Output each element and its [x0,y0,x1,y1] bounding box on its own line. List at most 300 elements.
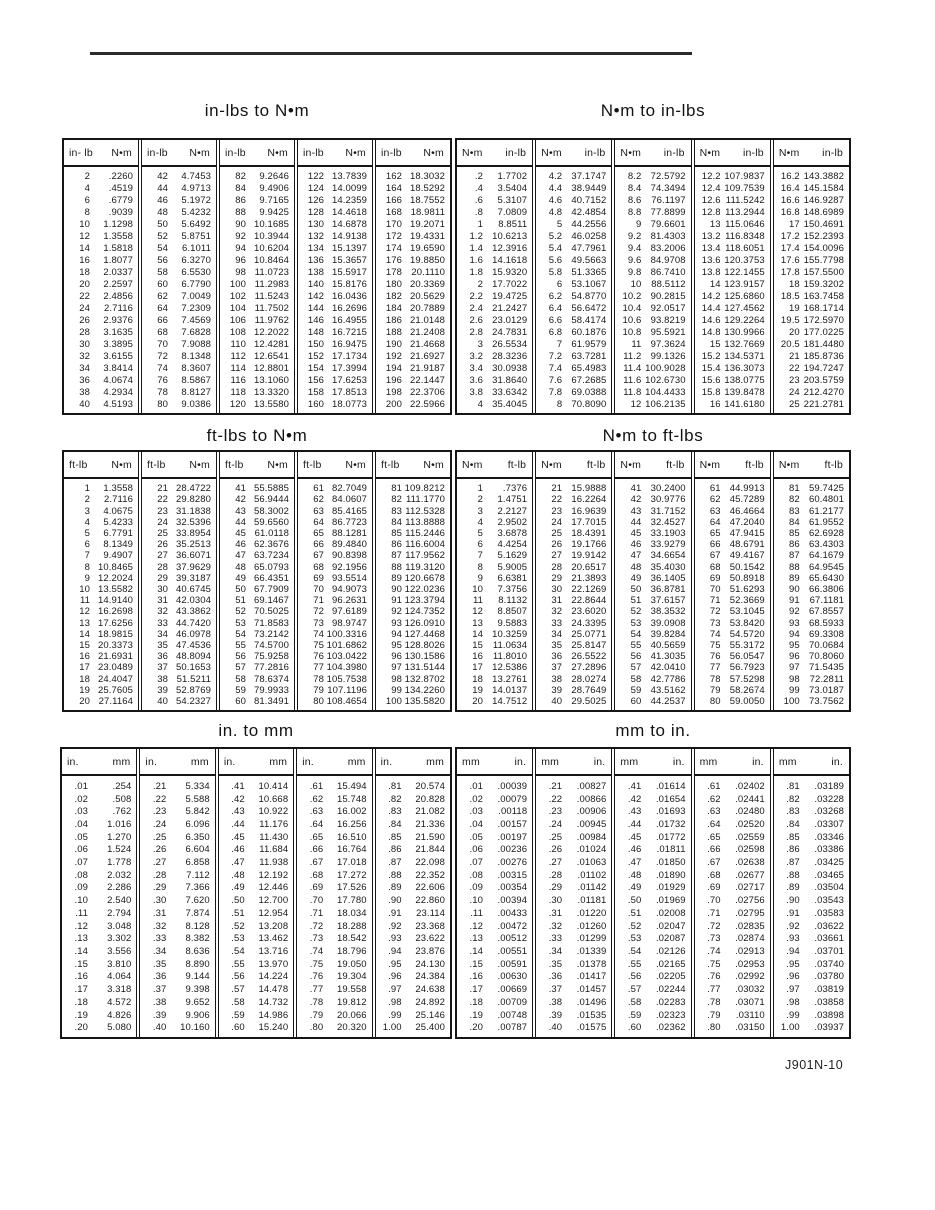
cell-from-value: 24 [789,386,800,398]
cell-from-value: .48 [627,869,642,881]
cell-from-value: 8 [556,398,563,410]
table-row [297,831,371,844]
column-group-header [536,140,611,167]
table-row [220,243,294,255]
table-row [64,195,138,207]
table-row [457,243,532,255]
cell-from-value: 72 [709,606,721,618]
table-row [536,314,611,326]
cell-to-value: .03307 [814,818,845,830]
table-row [695,856,770,869]
cell-from-value: 77 [709,662,721,674]
cell-to-value: 52.8769 [175,684,211,696]
cell-to-value: 9.9425 [259,207,289,219]
cell-to-value: 12.2022 [253,326,289,338]
column-group [457,140,533,413]
table-row [220,291,294,303]
table-row [457,617,532,628]
cell-from-value: 136 [307,255,324,267]
cell-to-value: 46.4664 [729,505,765,517]
cell-to-value: 117.9562 [405,550,445,562]
cell-from-value: 10.8 [622,326,642,338]
cell-to-value: 12.5386 [492,662,528,674]
cell-from-value: .70 [309,895,324,907]
table-row [220,267,294,279]
table-row [297,1021,371,1034]
cell-to-value: 13.3320 [253,386,289,398]
cell-from-value: 1.8 [469,267,483,279]
table-row [536,573,611,584]
table-row [220,279,294,291]
cell-to-value: 27.1164 [98,695,133,707]
cell-from-value: 14 [79,243,90,255]
cell-to-value: 6.3270 [181,255,211,267]
table-row [615,629,690,640]
table-row [457,561,532,572]
table-row [297,907,371,920]
cell-to-value: 7.3756 [497,583,528,595]
cell-to-value: 48.8094 [175,651,211,663]
table-row [615,882,690,895]
cell-to-value: .03504 [814,882,845,894]
column-group-header [297,749,371,776]
table-row [142,291,216,303]
cell-to-value: 17.526 [336,882,367,894]
cell-to-value: 152.2393 [803,231,845,243]
table-row [774,326,849,338]
table-row [62,907,136,920]
cell-to-value: 1.8077 [103,255,133,267]
table-row [695,971,770,984]
cell-to-value: 55.5885 [253,483,289,495]
cell-to-value: 24.4047 [97,673,133,685]
table-row [142,326,216,338]
table-row [376,932,450,945]
cell-from-value: .92 [786,920,800,932]
cell-from-value: .96 [388,971,402,983]
cell-from-value: .12 [469,920,483,932]
cell-to-value: 123.9157 [724,279,765,291]
table-row [695,831,770,844]
table-row [615,685,690,696]
cell-to-value: 157.5500 [803,267,845,279]
cell-from-value: .12 [74,920,88,932]
cell-to-value: 93.8219 [650,314,686,326]
cell-from-value: 45 [630,527,642,539]
cell-to-value: .2260 [108,171,133,183]
cell-to-value: 61.9579 [571,338,607,350]
cell-to-value: 8.8127 [181,386,211,398]
column-group [614,140,691,413]
cell-to-value: 3.1635 [103,326,133,338]
cell-to-value: 65.0793 [253,561,289,573]
cell-from-value: 30 [157,583,168,595]
cell-to-value: 13.1060 [253,374,289,386]
table-row [695,907,770,920]
cell-to-value: 19.4331 [409,231,445,243]
cell-from-value: .31 [152,907,167,919]
cell-to-value: .00394 [497,895,528,907]
cell-from-value: 39 [551,684,563,696]
table-row [457,505,532,516]
cell-from-value: 78 [313,673,324,685]
table-row [774,528,849,539]
cell-from-value: .34 [152,945,167,957]
cell-from-value: 79 [709,684,721,696]
table-row [376,314,450,326]
table-row [376,894,450,907]
cell-from-value: 8.8 [627,207,642,219]
table-row [774,932,849,945]
cell-from-value: 178 [385,267,402,279]
cell-to-value: 5.080 [107,1022,132,1034]
table-row [615,573,690,584]
table-row [695,1009,770,1022]
cell-from-value: 1.4 [469,243,483,255]
cell-to-value: 159.3202 [803,279,845,291]
cell-to-value: .00591 [497,958,528,970]
table-row [536,561,611,572]
cell-to-value: 4.9713 [181,183,211,195]
cell-to-value: 68.5933 [808,617,845,629]
cell-from-value: 5.4 [548,243,563,255]
cell-from-value: 34 [551,628,563,640]
cell-from-value: .56 [231,971,245,983]
cell-from-value: 83 [789,505,800,517]
cell-to-value: 79.9933 [253,684,289,696]
cell-from-value: 11.4 [623,362,642,374]
cell-to-value: 8.1132 [498,595,528,607]
table-row [298,362,372,374]
cell-to-value: 3.318 [107,984,132,996]
table-row [298,505,372,516]
table-row [615,894,690,907]
cell-from-value: .20 [469,1022,483,1034]
cell-from-value: 70 [709,583,721,595]
column-group [219,140,295,413]
cell-from-value: 15.8 [701,386,721,398]
cell-to-value: 21.9187 [409,362,445,374]
table-row [536,398,611,410]
cell-from-value: 2.6 [469,314,483,326]
table-row [62,983,136,996]
table-row [774,856,849,869]
table-row [142,267,216,279]
cell-to-value: 21.336 [415,818,446,830]
cell-to-value: 143.3882 [803,171,845,183]
cell-from-value: 3.2 [469,350,483,362]
cell-to-value: 16.9475 [331,338,367,350]
cell-from-value: 16.8 [780,207,800,219]
cell-from-value: 160 [307,398,324,410]
table-row [615,640,690,651]
cell-to-value: 122.1455 [724,267,765,279]
cell-from-value: 52 [157,231,168,243]
cell-from-value: 25 [157,527,168,539]
cell-from-value: 98 [789,673,800,685]
table-row [774,362,849,374]
table-row [142,195,216,207]
cell-from-value: 12.2 [701,171,721,183]
table-row [774,629,849,640]
cell-from-value: 76 [157,374,168,386]
column-group-header [220,140,294,167]
cell-from-value: 2.4 [469,302,483,314]
column-group-header [219,749,293,776]
cell-from-value: 10 [630,279,642,291]
table-row [457,882,532,895]
cell-to-value: 42.4854 [571,207,607,219]
cell-to-value: 51.3365 [571,267,607,279]
table-row [536,243,611,255]
cell-to-value: 12.700 [258,895,289,907]
table-row [140,932,214,945]
table-row [615,983,690,996]
table-row [297,920,371,933]
cell-from-value: 38 [551,673,563,685]
cell-to-value: 22.860 [415,895,446,907]
table-row [297,894,371,907]
cell-to-value: 21.0148 [409,314,445,326]
cell-from-value: .21 [548,780,563,792]
cell-from-value: .48 [231,869,245,881]
cell-from-value: .42 [231,793,245,805]
table-row [457,326,532,338]
table-row [297,882,371,895]
table-row [376,907,450,920]
cell-from-value: 48 [157,207,168,219]
cell-from-value: 11.2 [623,350,642,362]
cell-to-value: 14.0099 [331,183,367,195]
table-row [457,971,532,984]
cell-from-value: 75 [709,639,721,651]
cell-from-value: 91 [391,595,402,607]
cell-from-value: .46 [627,844,642,856]
cell-to-value: 16.510 [336,831,367,843]
table-row [536,539,611,550]
cell-from-value: 36 [157,651,168,663]
cell-to-value: .02087 [655,933,686,945]
cell-from-value: 92 [235,231,246,243]
cell-to-value: 2.9376 [103,314,133,326]
cell-to-value: 20.6517 [571,561,607,573]
cell-to-value: 33.9279 [650,539,686,551]
table-row [298,219,372,231]
cell-to-value: 27.2896 [571,662,607,674]
cell-to-value: 19.9142 [571,550,607,562]
column-group-header [457,749,532,776]
cell-from-value: 54 [235,628,246,640]
cell-to-value: 36.1405 [650,572,686,584]
table-row [297,1009,371,1022]
cell-to-value: 21.6927 [409,350,445,362]
column-group [773,749,849,1037]
cell-from-value: .26 [548,844,563,856]
cell-from-value: .97 [388,984,402,996]
table-row [457,805,532,818]
cell-to-value: 47.4536 [175,639,211,651]
table-row [142,362,216,374]
cell-to-value: 6.350 [185,831,210,843]
cell-to-value: 19.1766 [571,539,607,551]
cell-from-value: .59 [627,1009,642,1021]
cell-from-value: .01 [469,780,483,792]
cell-to-value: 7.620 [185,895,210,907]
cell-to-value: 5.6492 [181,219,211,231]
cell-from-value: 18 [79,673,90,685]
table-row [536,971,611,984]
cell-to-value: 13.5580 [253,398,289,410]
table-row [695,326,770,338]
cell-from-value: 51 [630,595,642,607]
cell-from-value: .68 [309,869,324,881]
cell-from-value: 174 [385,243,402,255]
table-row [376,983,450,996]
cell-to-value: 56.9444 [253,494,289,506]
table-title-nm-to-ft-lbs: N•m to ft-lbs [602,426,704,445]
cell-to-value: 18.9811 [410,207,445,219]
cell-to-value: .508 [112,793,132,805]
cell-to-value: 9.398 [185,984,210,996]
cell-from-value: 61 [709,483,721,495]
cell-from-value: 71 [313,595,324,607]
col-header-to: N•m [111,458,132,471]
cell-from-value: .78 [707,996,721,1008]
cell-from-value: 87 [391,550,402,562]
cell-from-value: 52 [630,606,642,618]
column-group-header [64,452,138,479]
cell-to-value: 6.604 [185,844,210,856]
cell-to-value: 61.9552 [808,516,845,528]
cell-to-value: .00748 [497,1009,528,1021]
cell-to-value: .02402 [735,780,765,792]
table-row [457,183,532,195]
cell-to-value: 64.1679 [808,550,845,562]
table-row [695,255,770,267]
cell-to-value: 40.7152 [571,195,607,207]
table-row [219,856,293,869]
cell-from-value: 67 [709,550,721,562]
cell-to-value: 20.066 [336,1009,367,1021]
table-row [774,171,849,183]
cell-from-value: 4 [477,516,483,528]
table-row [298,171,372,183]
cell-from-value: 172 [385,231,402,243]
cell-from-value: 20 [789,326,800,338]
cell-to-value: 17.7015 [571,516,607,528]
table-row [457,374,532,386]
cell-to-value: 69.0388 [571,386,607,398]
cell-to-value: 53.1067 [571,279,607,291]
cell-from-value: 8 [84,561,90,573]
table-row [774,651,849,662]
cell-from-value: 33 [551,617,563,629]
cell-to-value: 24.130 [415,958,446,970]
cell-from-value: .38 [548,996,563,1008]
cell-from-value: 190 [385,338,402,350]
col-header-to: in-lb [505,146,527,159]
cell-to-value: 78.6374 [253,673,289,685]
cell-to-value: 24.7831 [492,326,528,338]
cell-from-value: .51 [627,907,642,919]
cell-to-value: 67.2685 [571,374,607,386]
cell-from-value: 13 [472,617,483,629]
cell-from-value: .50 [627,895,642,907]
cell-from-value: .14 [469,945,483,957]
cell-from-value: 124 [307,183,324,195]
col-header-to: in-lb [663,146,685,159]
table-row [457,231,532,243]
cell-to-value: 181.4480 [803,338,845,350]
table-row [220,219,294,231]
table-row [64,326,138,338]
cell-to-value: 46.0978 [175,628,211,640]
cell-from-value: 43 [235,505,246,517]
cell-from-value: .29 [152,882,167,894]
cell-to-value: 14.6878 [331,219,367,231]
cell-to-value: 40.6745 [175,583,211,595]
table-row [615,398,690,410]
cell-from-value: .47 [627,857,642,869]
cell-to-value: .02362 [655,1022,686,1034]
cell-to-value: 6.6381 [497,572,528,584]
cell-from-value: .27 [152,857,167,869]
cell-from-value: .37 [152,984,167,996]
table-row [220,662,294,673]
cell-to-value: .03465 [814,869,845,881]
table-row [62,945,136,958]
table-row [376,255,450,267]
cell-to-value: 20.3373 [97,639,133,651]
cell-to-value: 10.3259 [492,628,528,640]
cell-from-value: .14 [74,945,88,957]
cell-from-value: .2 [474,171,483,183]
cell-from-value: 5.2 [548,231,563,243]
cell-to-value: .00827 [576,780,607,792]
table-row [140,793,214,806]
table-row [298,640,372,651]
cell-to-value: 3.556 [107,945,132,957]
table-row [220,195,294,207]
table-row [220,528,294,539]
cell-to-value: 57.5298 [729,673,765,685]
cell-to-value: 12.6541 [253,350,289,362]
table-row [457,595,532,606]
cell-from-value: .87 [388,857,402,869]
cell-to-value: .03937 [814,1022,845,1034]
table-row [298,338,372,350]
cell-to-value: 49.5663 [571,255,607,267]
cell-from-value: .40 [548,1022,563,1034]
table-row [298,326,372,338]
cell-from-value: .30 [152,895,167,907]
cell-from-value: 5 [477,527,483,539]
table-row [298,662,372,673]
cell-to-value: 9.0386 [181,398,211,410]
table-row [142,539,216,550]
table-row [376,183,450,195]
cell-to-value: 1.4751 [497,494,528,506]
cell-to-value: .03701 [814,945,845,957]
cell-to-value: 44.2537 [650,695,686,707]
cell-to-value: 23.876 [415,945,446,957]
cell-to-value: 129.2264 [724,314,765,326]
column-group [375,452,450,710]
table-row [695,314,770,326]
table-row [615,856,690,869]
col-header-from: in. [145,755,158,768]
cell-to-value: 11.9762 [254,314,289,326]
